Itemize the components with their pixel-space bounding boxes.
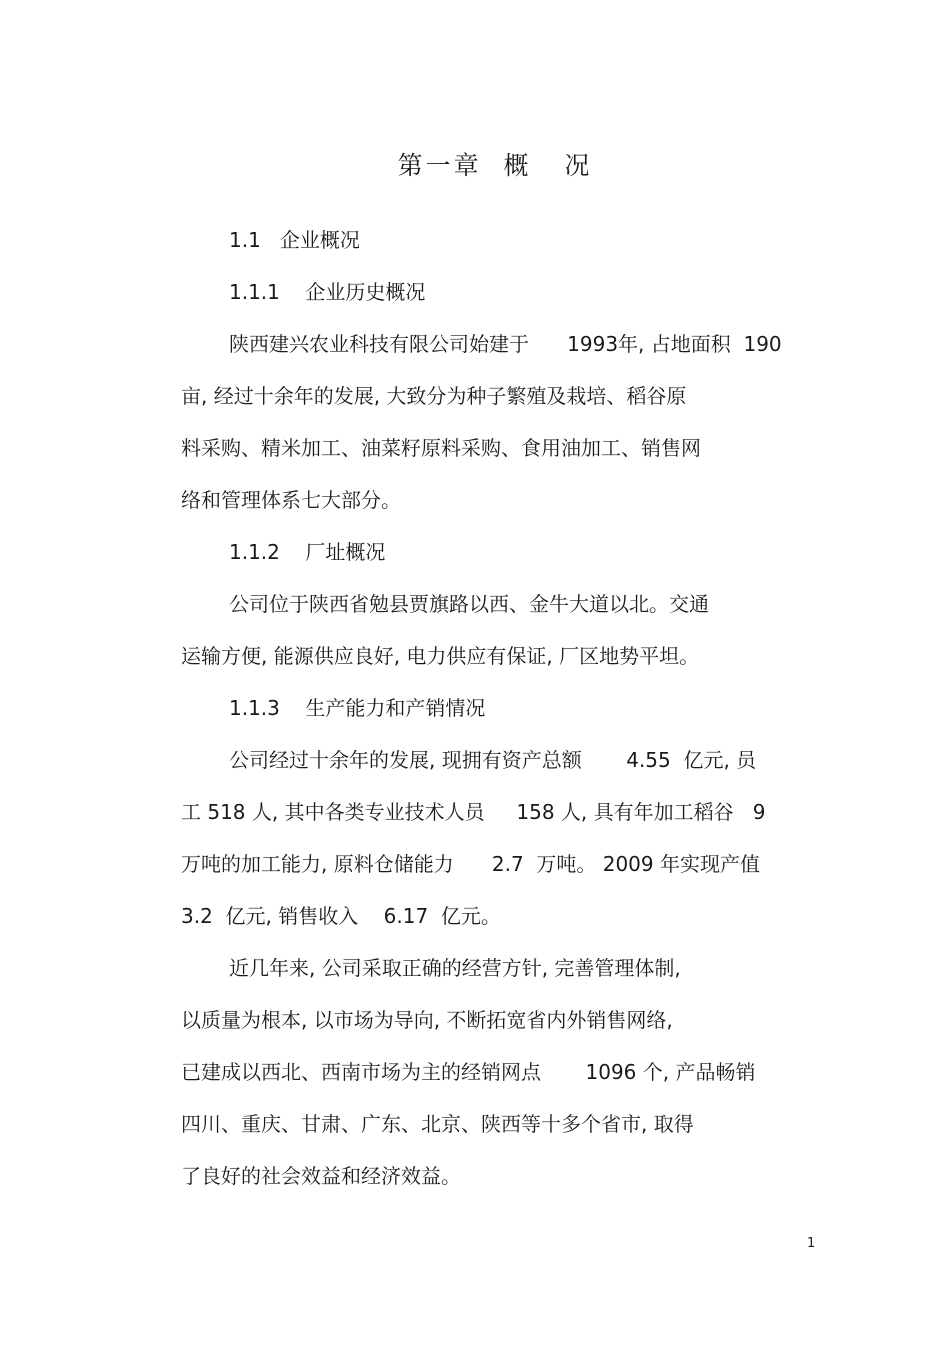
paragraph-line: 亩, 经过十余年的发展, 大致分为种子繁殖及栽培、稻谷原: [181, 384, 687, 408]
paragraph-line: 料采购、精米加工、油菜籽原料采购、食用油加工、销售网: [181, 436, 701, 460]
paragraph-line: 近几年来, 公司采取正确的经营方针, 完善管理体制,: [229, 956, 681, 980]
paragraph-line: 络和管理体系七大部分。: [181, 488, 401, 512]
paragraph-line: 了良好的社会效益和经济效益。: [181, 1164, 461, 1188]
paragraph-line: 以质量为根本, 以市场为导向, 不断拓宽省内外销售网络,: [181, 1008, 673, 1032]
paragraph-line: 已建成以西北、西南市场为主的经销网点 1096 个, 产品畅销: [181, 1060, 756, 1084]
paragraph-line: 陕西建兴农业科技有限公司始建于 1993年, 占地面积 190: [229, 332, 782, 356]
subsection-heading: 1.1.3 生产能力和产销情况: [229, 696, 486, 720]
paragraph-line: 工 518 人, 其中各类专业技术人员 158 人, 具有年加工稻谷 9: [181, 800, 766, 824]
paragraph-line: 公司位于陕西省勉县贾旗路以西、金牛大道以北。交通: [229, 592, 709, 616]
paragraph-line: 运输方便, 能源供应良好, 电力供应有保证, 厂区地势平坦。: [181, 644, 700, 668]
paragraph-line: 3.2 亿元, 销售收入 6.17 亿元。: [181, 904, 501, 928]
subsection-heading: 1.1.1 企业历史概况: [229, 280, 426, 304]
paragraph-line: 公司经过十余年的发展, 现拥有资产总额 4.55 亿元, 员: [229, 748, 757, 772]
chapter-title: 第一章 概 况: [397, 151, 593, 180]
paragraph-line: 万吨的加工能力, 原料仓储能力 2.7 万吨。 2009 年实现产值: [181, 852, 760, 876]
paragraph-line: 四川、重庆、甘肃、广东、北京、陕西等十多个省市, 取得: [181, 1112, 694, 1136]
page-number: 1: [807, 1236, 816, 1251]
section-heading: 1.1 企业概况: [229, 228, 360, 252]
subsection-heading: 1.1.2 厂址概况: [229, 540, 386, 564]
